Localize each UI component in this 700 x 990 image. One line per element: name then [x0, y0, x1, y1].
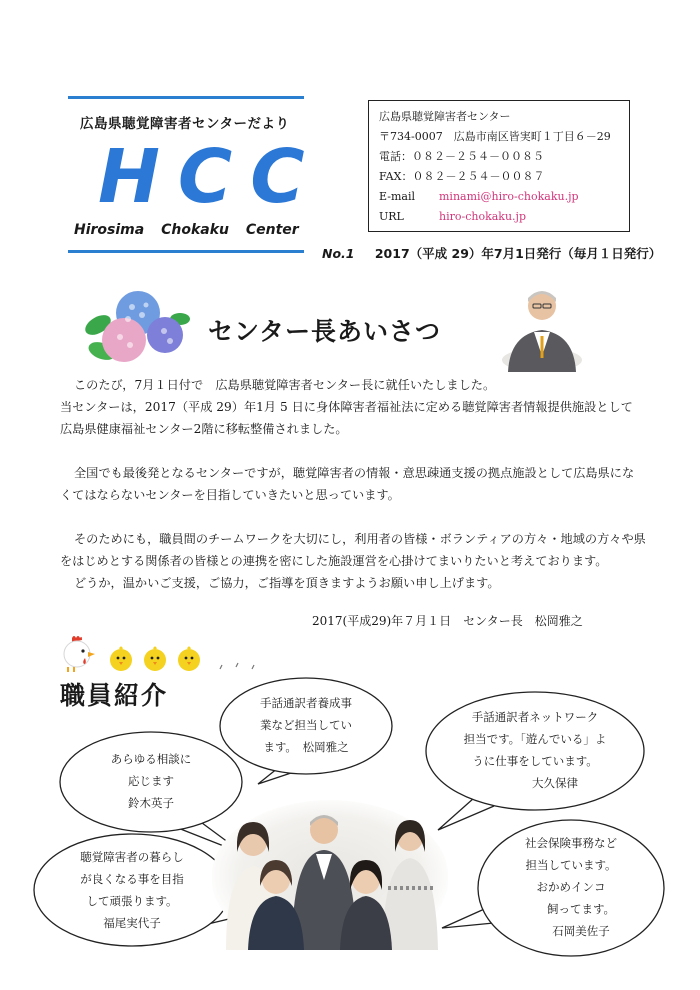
chick-icon — [176, 646, 202, 672]
contact-fax: FAX： ０８２－２５４－００８７ — [379, 170, 545, 183]
rooster-icon — [58, 634, 98, 674]
staff-title: 職員紹介 — [60, 681, 169, 710]
director-photo — [502, 272, 582, 372]
hydrangea-icon — [80, 285, 190, 365]
footprint-marks — [216, 658, 266, 670]
chick-icon — [108, 646, 134, 672]
masthead-logo: HCC — [98, 134, 323, 220]
speech-bubble: 聴覚障害者の暮らし が良くなる事を目指 して頑張ります。 福尾実代子 — [32, 832, 232, 948]
greeting-line: どうか，温かいご支援，ご協力，ご指導を頂きますようお願い申し上げます。 — [74, 576, 500, 590]
masthead-top-rule — [68, 96, 304, 99]
contact-email: E-mail minami@hiro-chokaku.jp — [379, 187, 619, 207]
issue-number: No.1 — [322, 246, 355, 261]
masthead-english-name: Hirosima Chokaku Center — [74, 222, 299, 238]
email-link[interactable]: minami@hiro-chokaku.jp — [439, 190, 579, 203]
greeting-line: 全国でも最後発となるセンターですが，聴覚障害者の情報・意思疎通支援の拠点施設として広島県にな — [74, 466, 635, 480]
contact-name: 広島県聴覚障害者センター — [379, 110, 511, 123]
greeting-signature: 2017(平成29)年７月１日 センター長 松岡雅之 — [312, 614, 583, 628]
greeting-line: 広島県健康福祉センター2階に移転整備されました。 — [60, 422, 348, 436]
staff-group-photo — [212, 800, 448, 950]
speech-bubble: あらゆる相談に 応じます 鈴木英子 — [58, 730, 244, 834]
speech-bubble: 手話通訳者ネットワーク 担当です。「遊んでいる」よ うに仕事をしています。 大久保律 — [424, 690, 646, 812]
speech-bubble: 手話通訳者養成事 業など担当してい ます。 松岡雅之 — [218, 676, 394, 776]
greeting-title: センター長あいさつ — [208, 317, 442, 346]
url-link[interactable]: hiro-chokaku.jp — [439, 210, 526, 223]
contact-address: 〒734-0007 広島市南区皆実町１丁目６－29 — [379, 130, 611, 143]
issue-line — [322, 244, 661, 262]
greeting-line: このたび，7月１日付で 広島県聴覚障害者センター長に就任いたしました。 — [74, 378, 496, 392]
greeting-line: そのためにも，職員間のチームワークを大切にし，利用者の皆様・ボランティアの方々・地域の方々や県 — [74, 532, 646, 546]
contact-box — [368, 100, 630, 232]
greeting-line: 当センターは，2017（平成 29）年1月 5 日に身体障害者福祉法に定める聴覚障害者情報提供施設として — [60, 400, 633, 414]
masthead-bottom-rule — [68, 250, 304, 253]
issue-date: 2017（平成 29）年7月1日発行（毎月１日発行） — [374, 246, 662, 261]
greeting-line: をはじめとする関係者の皆様との連携を密にした施設運営を心掛けてまいりたいと考えております。 — [60, 554, 608, 568]
contact-url: URL hiro-chokaku.jp — [379, 207, 619, 227]
greeting-line: くてはならないセンターを目指していきたいと思っています。 — [60, 488, 400, 502]
chick-icon — [142, 646, 168, 672]
contact-phone: 電話： ０８２－２５４－００８５ — [379, 150, 544, 163]
masthead-subtitle: 広島県聴覚障害者センターだより — [80, 116, 290, 132]
speech-bubble: 社会保険事務など 担当しています。 おかめインコ 飼ってます。 石岡美佐子 — [476, 818, 666, 958]
